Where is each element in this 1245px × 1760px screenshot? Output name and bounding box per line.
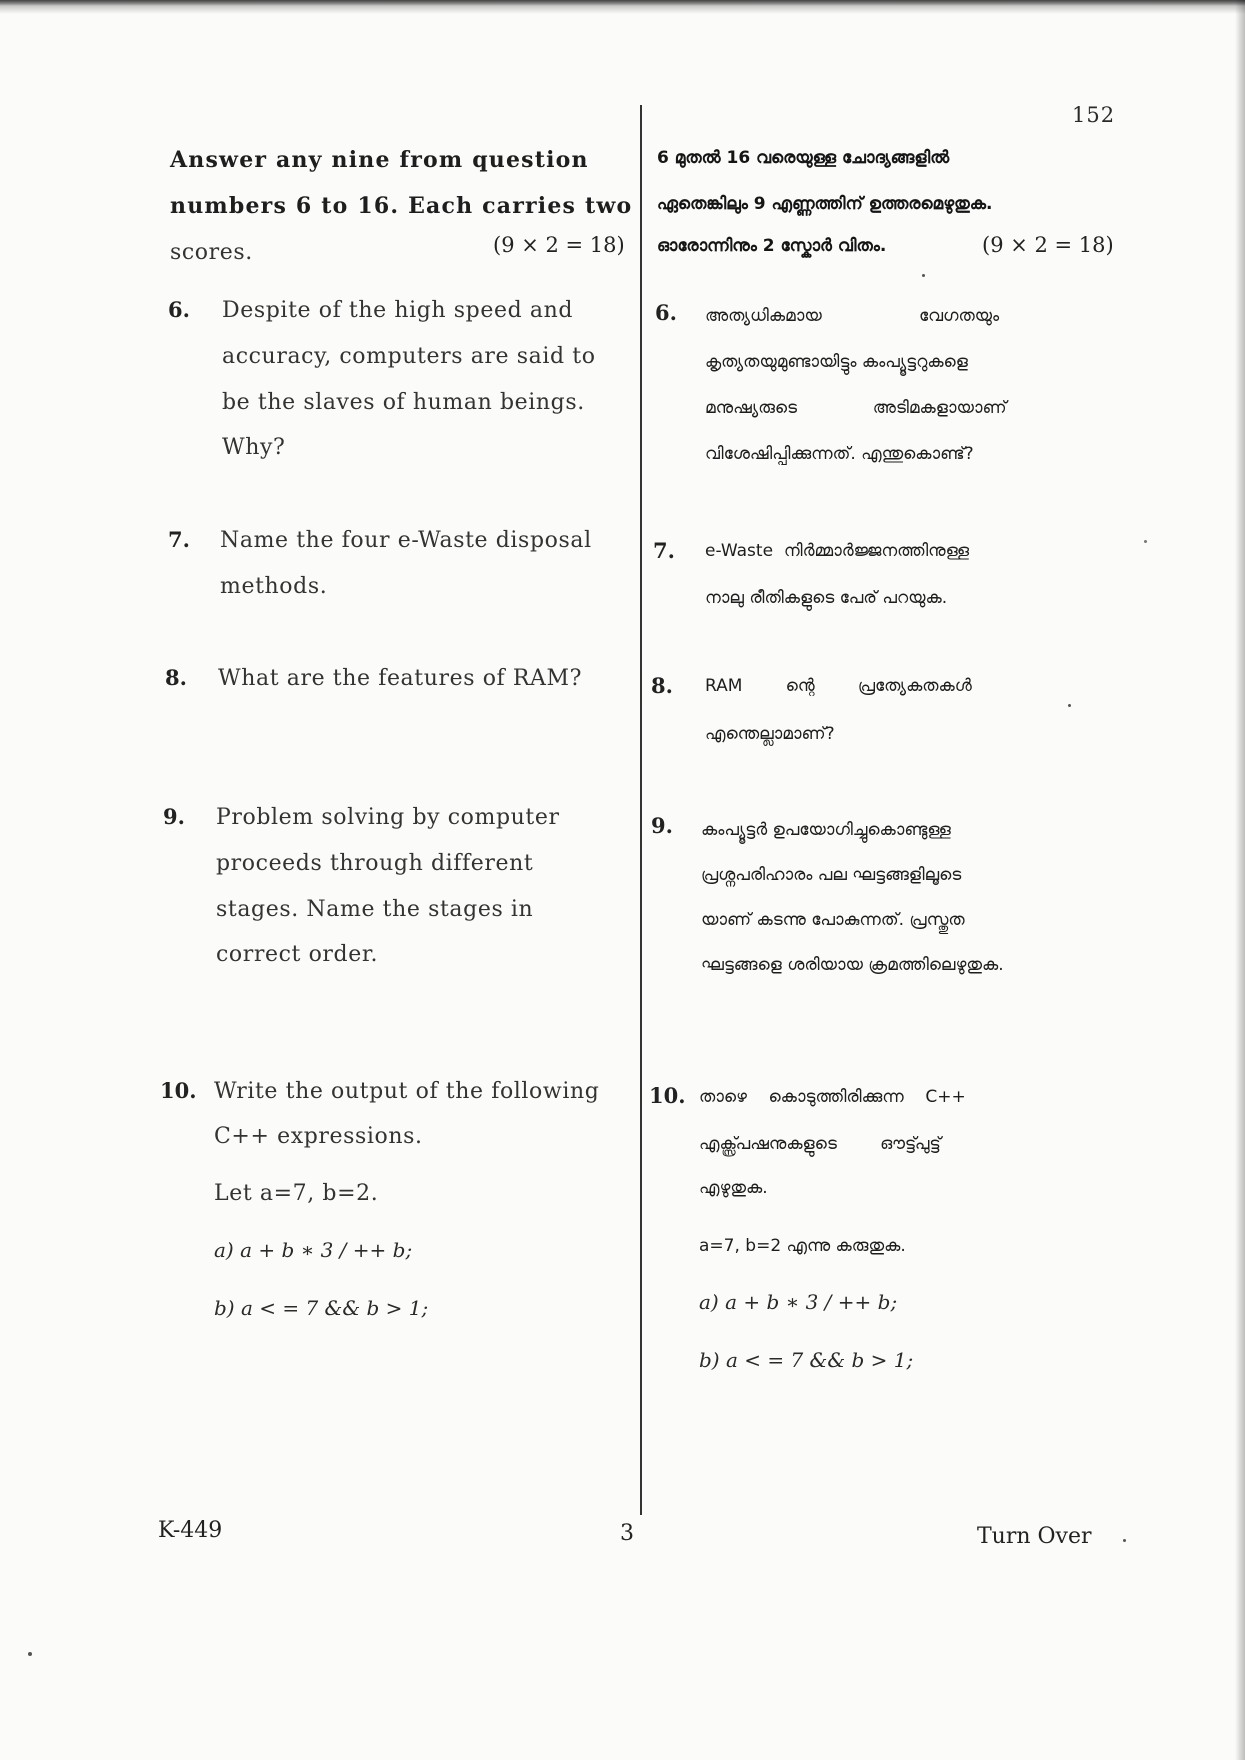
right-q10-number: 10. bbox=[649, 1083, 686, 1108]
left-q6-line-1: Despite of the high speed and bbox=[222, 298, 574, 323]
page-number: 152 bbox=[1072, 103, 1116, 127]
right-q9-line-4: ഘട്ടങ്ങളെ ശരിയായ ക്രമത്തിലെഴുതുക. bbox=[701, 955, 1004, 975]
right-q10-line-2: എക്സ്പ്രഷനുകളുടെ ഔട്ട്പുട്ട് bbox=[699, 1134, 941, 1154]
column-divider bbox=[640, 105, 642, 1515]
scan-speck bbox=[1123, 1539, 1126, 1542]
right-instruction-line-3: ഓരോന്നിനും 2 സ്കോർ വിതം. bbox=[657, 236, 887, 256]
left-q9-number: 9. bbox=[163, 804, 185, 829]
right-instruction-line-2: ഏതെങ്കിലും 9 എണ്ണത്തിന് ഉത്തരമെഴുതുക. bbox=[657, 194, 993, 214]
right-q9-number: 9. bbox=[651, 813, 673, 838]
paper-code: K-449 bbox=[158, 1518, 223, 1543]
left-q7-number: 7. bbox=[168, 527, 190, 552]
left-q9-line-1: Problem solving by computer bbox=[216, 805, 560, 830]
right-q7-number: 7. bbox=[653, 538, 675, 563]
left-q6-number: 6. bbox=[168, 297, 190, 322]
right-marks: (9 × 2 = 18) bbox=[982, 233, 1114, 257]
right-q10-line-1: താഴെ കൊടുത്തിരിക്കുന്ന C++ bbox=[699, 1087, 966, 1107]
left-q10-line-2: C++ expressions. bbox=[214, 1124, 423, 1149]
right-q9-line-3: യാണ് കടന്നു പോകുന്നത്. പ്രസ്തുത bbox=[701, 910, 965, 930]
left-instruction-line-1: Answer any nine from question bbox=[170, 147, 589, 173]
right-q8-line-2: എന്തെല്ലാമാണ്? bbox=[705, 724, 835, 744]
left-instruction-line-2: numbers 6 to 16. Each carries two bbox=[170, 193, 633, 219]
left-q6-line-2: accuracy, computers are said to bbox=[222, 344, 596, 369]
left-q10-let: Let a=7, b=2. bbox=[214, 1181, 379, 1206]
right-q9-line-2: പ്രശ്നപരിഹാരം പല ഘട്ടങ്ങളിലൂടെ bbox=[701, 865, 962, 885]
right-q9-line-1: കംപ്യൂട്ടർ ഉപയോഗിച്ചുകൊണ്ടുള്ള bbox=[701, 820, 951, 840]
scan-speck bbox=[1144, 540, 1147, 543]
scan-right-edge bbox=[1235, 0, 1245, 1760]
left-q10-line-1: Write the output of the following bbox=[214, 1079, 600, 1104]
left-instruction-line-3: scores. bbox=[170, 240, 253, 265]
right-q6-number: 6. bbox=[655, 300, 677, 325]
right-q6-line-4: വിശേഷിപ്പിക്കുന്നത്. എന്തുകൊണ്ട്? bbox=[705, 444, 974, 464]
left-q8-number: 8. bbox=[165, 665, 187, 690]
right-q10-line-3: എഴുതുക. bbox=[699, 1178, 768, 1198]
scan-speck bbox=[1068, 704, 1071, 707]
left-q6-line-4: Why? bbox=[222, 435, 286, 460]
scan-speck bbox=[28, 1652, 32, 1656]
right-q7-line-1: e-Waste നിർമ്മാർജ്ജനത്തിനുള്ള bbox=[705, 541, 970, 561]
left-q7-line-2: methods. bbox=[220, 574, 328, 599]
scan-speck bbox=[922, 274, 925, 277]
right-q6-line-1: അത്യധികമായ വേഗതയും bbox=[705, 306, 1000, 326]
left-q9-line-3: stages. Name the stages in bbox=[216, 897, 534, 922]
right-q10-part-a: a) a + b ∗ 3 / ++ b; bbox=[699, 1290, 898, 1314]
left-q8-line-1: What are the features of RAM? bbox=[218, 666, 583, 691]
left-q9-line-4: correct order. bbox=[216, 942, 379, 967]
left-marks: (9 × 2 = 18) bbox=[493, 233, 625, 257]
right-q8-number: 8. bbox=[651, 673, 673, 698]
right-q10-let: a=7, b=2 എന്നു കരുതുക. bbox=[699, 1236, 906, 1256]
right-q10-part-b: b) a < = 7 && b > 1; bbox=[699, 1348, 914, 1372]
right-q6-line-2: കൃത്യതയുമുണ്ടായിട്ടും കംപ്യൂട്ടറുകളെ bbox=[705, 352, 968, 372]
left-q10-part-a: a) a + b ∗ 3 / ++ b; bbox=[214, 1238, 413, 1262]
right-q8-line-1: RAM ന്റെ പ്രത്യേകതകൾ bbox=[705, 676, 972, 696]
right-q6-line-3: മനുഷ്യരുടെ അടിമകളായാണ് bbox=[705, 398, 1007, 418]
right-q7-line-2: നാലു രീതികളുടെ പേര് പറയുക. bbox=[705, 588, 948, 608]
left-q10-part-b: b) a < = 7 && b > 1; bbox=[214, 1296, 429, 1320]
turn-over-label: Turn Over bbox=[977, 1524, 1092, 1549]
left-q10-number: 10. bbox=[160, 1078, 197, 1103]
footer-page-number: 3 bbox=[620, 1521, 634, 1546]
right-instruction-line-1: 6 മുതൽ 16 വരെയുള്ള ചോദ്യങ്ങളിൽ bbox=[657, 148, 950, 168]
left-q6-line-3: be the slaves of human beings. bbox=[222, 390, 585, 415]
scan-top-edge bbox=[0, 0, 1245, 6]
left-q9-line-2: proceeds through different bbox=[216, 851, 534, 876]
left-q7-line-1: Name the four e-Waste disposal bbox=[220, 528, 592, 553]
